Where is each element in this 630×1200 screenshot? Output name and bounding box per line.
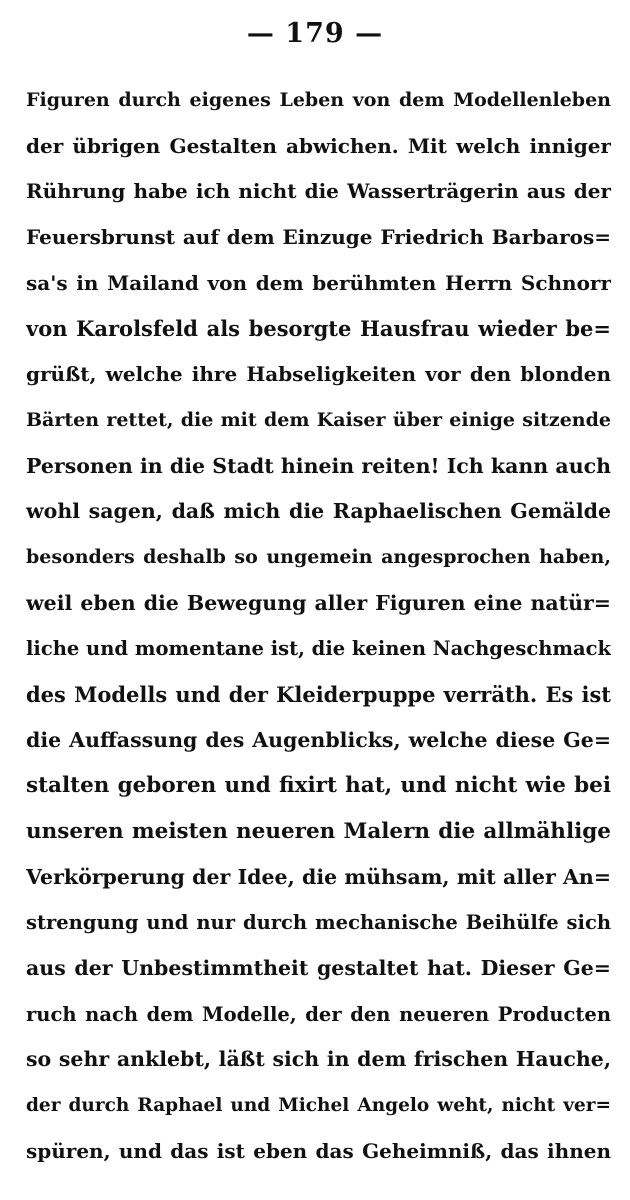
text-line: von Karolsfeld als besorgte Hausfrau wieder be=: [26, 316, 611, 342]
text-line: Bärten rettet, die mit dem Kaiser über einige sitzende: [26, 408, 611, 431]
text-line: sa's in Mailand von dem berühmten Herrn Schnorr: [26, 270, 611, 295]
text-line: Figuren durch eigenes Leben von dem Modellenleben: [26, 89, 611, 111]
text-line: der durch Raphael und Michel Angelo weht, nicht ver=: [26, 1095, 611, 1117]
text-line: grüßt, welche ihre Habseligkeiten vor den blonden: [26, 362, 611, 387]
text-line: liche und momentane ist, die keinen Nachgeschmack: [26, 637, 611, 661]
text-line: Feuersbrunst auf dem Einzuge Friedrich Barbaros=: [26, 225, 611, 250]
text-line: des Modells und der Kleiderpuppe verräth. Es ist: [26, 681, 611, 707]
text-line: stalten geboren und fixirt hat, und nicht wie bei: [26, 773, 611, 799]
text-line: spüren, und das ist eben das Geheimniß, das ihnen: [26, 1138, 611, 1163]
text-line: strengung und nur durch mechanische Beihülfe sich: [26, 911, 611, 935]
text-line: Verkörperung der Idee, die mühsam, mit aller An=: [26, 864, 611, 889]
text-line: weil eben die Bewegung aller Figuren eine natür=: [26, 590, 611, 615]
text-line: Rührung habe ich nicht die Wasserträgerin aus der: [26, 179, 611, 204]
text-line: die Auffassung des Augenblicks, welche diese Ge=: [26, 727, 611, 752]
text-line: ruch nach dem Modelle, der den neueren Producten: [26, 1002, 611, 1026]
text-line: aus der Unbestimmtheit gestaltet hat. Dieser Ge=: [26, 956, 611, 981]
text-line: Personen in die Stadt hinein reiten! Ich kann auch: [26, 453, 611, 478]
text-line: unseren meisten neueren Malern die allmählige: [26, 819, 611, 844]
text-line: der übrigen Gestalten abwichen. Mit welch inniger: [26, 133, 611, 158]
text-line: besonders deshalb so ungemein angesprochen haben,: [26, 545, 611, 568]
body-text: [26, 78, 611, 1175]
text-line: wohl sagen, daß mich die Raphaelischen Gemälde: [26, 499, 611, 524]
page-number: — 179 —: [246, 18, 384, 49]
text-line: so sehr anklebt, läßt sich in dem frischen Hauche,: [26, 1047, 611, 1072]
